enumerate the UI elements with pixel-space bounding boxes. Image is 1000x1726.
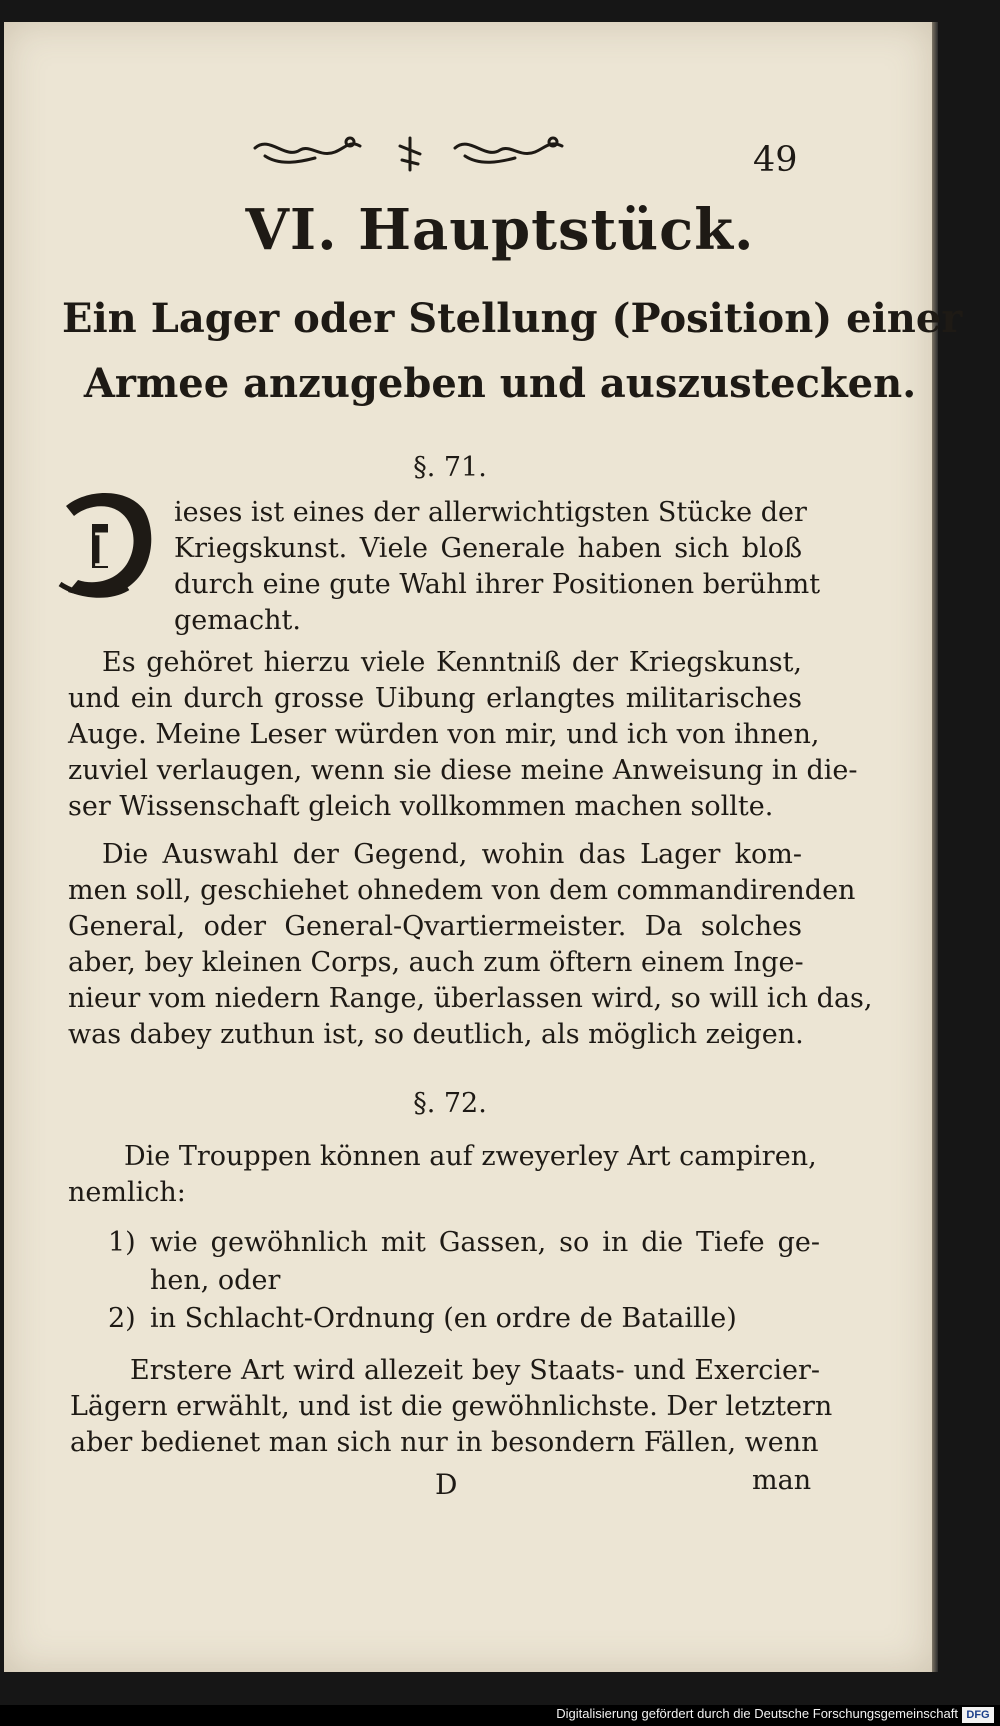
- list-item-marker: 1): [108, 1227, 136, 1258]
- chapter-title: VI. Hauptstück.: [245, 197, 755, 263]
- text-line: aber bedienet man sich nur in besondern Fällen, wenn: [70, 1427, 819, 1458]
- list-item-marker: 2): [108, 1303, 136, 1334]
- drop-cap-initial: [58, 488, 156, 600]
- chapter-subtitle-line-2: Armee anzugeben und auszustecken.: [83, 360, 917, 407]
- text-line: aber, bey kleinen Corps, auch zum öftern einem Inge-: [68, 947, 804, 978]
- text-line: was dabey zuthun ist, so deutlich, als möglich zeigen.: [68, 1019, 804, 1050]
- chapter-subtitle-line-1: Ein Lager oder Stellung (Position) einer: [62, 295, 963, 342]
- section-number-71: §. 71.: [413, 452, 487, 483]
- book-spine: [932, 22, 938, 1672]
- text-line: gemacht.: [174, 605, 301, 636]
- list-item-continuation: hen, oder: [150, 1265, 281, 1296]
- text-line: nemlich:: [68, 1177, 186, 1208]
- text-line: ieses ist eines der allerwichtigsten Stücke der: [174, 497, 807, 528]
- text-line: Lägern erwählt, und ist die gewöhnlichste. Der letztern: [70, 1391, 833, 1422]
- section-number-72: §. 72.: [413, 1088, 487, 1119]
- text-line: Kriegskunst. Viele Generale haben sich bloß: [174, 533, 802, 564]
- signature-mark: D: [435, 1468, 458, 1501]
- drop-cap-letter: D: [93, 523, 133, 577]
- text-line: und ein durch grosse Uibung erlangtes militarisches: [68, 683, 802, 714]
- dfg-logo: DFG: [962, 1707, 994, 1723]
- text-line: Die Trouppen können auf zweyerley Art campiren,: [124, 1141, 817, 1172]
- text-line: nieur vom niedern Range, überlassen wird, so will ich das,: [68, 983, 873, 1014]
- text-line: men soll, geschiehet ohnedem von dem commandirenden: [68, 875, 856, 906]
- text-line: General, oder General-Qvartiermeister. Da solches: [68, 911, 802, 942]
- list-item: in Schlacht-Ordnung (en ordre de Bataille): [150, 1303, 737, 1334]
- text-line: durch eine gute Wahl ihrer Positionen berühmt: [174, 569, 821, 600]
- text-line: ser Wissenschaft gleich vollkommen machen sollte.: [68, 791, 774, 822]
- ornament-icon: [250, 130, 600, 180]
- text-line: Die Auswahl der Gegend, wohin das Lager kom-: [102, 839, 802, 870]
- catchword: man: [752, 1465, 812, 1496]
- text-line: Es gehöret hierzu viele Kenntniß der Kriegskunst,: [102, 647, 802, 678]
- text-line: zuviel verlaugen, wenn sie diese meine Anweisung in die-: [68, 755, 858, 786]
- text-line: Auge. Meine Leser würden von mir, und ich von ihnen,: [68, 719, 820, 750]
- list-item: wie gewöhnlich mit Gassen, so in die Tiefe ge-: [150, 1227, 820, 1258]
- page-number: 49: [753, 140, 798, 180]
- text-line: Erstere Art wird allezeit bey Staats- und Exercier-: [130, 1355, 820, 1386]
- footer-credit: Digitalisierung gefördert durch die Deutsche Forschungsgemeinschaft: [556, 1706, 958, 1721]
